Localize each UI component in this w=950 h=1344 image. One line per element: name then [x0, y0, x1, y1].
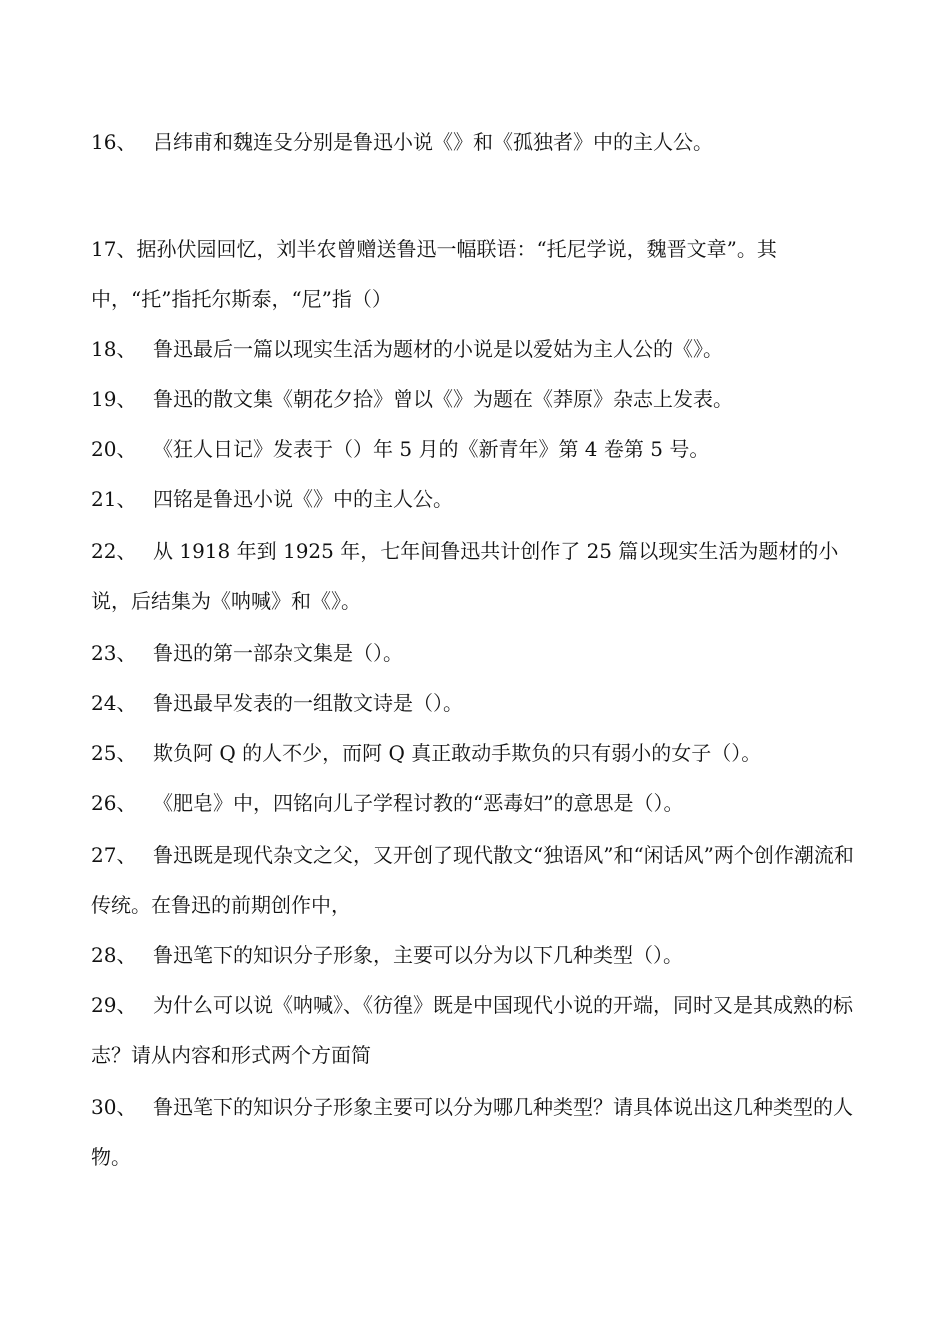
question-25: [91, 728, 856, 778]
question-text: 鲁迅最早发表的一组散文诗是（）。: [153, 691, 463, 715]
question-text: 欺负阿 Q 的人不少，而阿 Q 真正敢动手欺负的只有弱小的女子（）。: [153, 741, 762, 765]
question-number: 24、: [91, 691, 137, 715]
question-number: 21、: [91, 487, 137, 511]
question-20: [91, 424, 856, 474]
question-number: 28、: [91, 943, 137, 967]
question-number: 25、: [91, 741, 137, 765]
question-text: 从 1918 年到 1925 年，七年间鲁迅共计创作了 25 篇以现实生活为题材的小说，后结集为《呐喊》和《》。: [91, 539, 839, 613]
question-number: 16、: [91, 130, 137, 154]
question-27: [91, 830, 856, 930]
question-number: 30、: [91, 1095, 137, 1119]
question-number: 23、: [91, 641, 137, 665]
question-24: [91, 678, 856, 728]
question-number: 19、: [91, 387, 137, 411]
question-26: [91, 778, 856, 828]
question-28: [91, 930, 856, 980]
question-18: [91, 324, 856, 374]
question-23: [91, 628, 856, 678]
question-text: 鲁迅的散文集《朝花夕拾》曾以《》为题在《莽原》杂志上发表。: [153, 387, 733, 411]
question-text: 为什么可以说《呐喊》、《彷徨》既是中国现代小说的开端，同时又是其成熟的标志？请从内容和形式两个方面简: [91, 993, 853, 1067]
question-19: [91, 374, 856, 424]
question-21: [91, 474, 856, 524]
question-text: 四铭是鲁迅小说《》中的主人公。: [153, 487, 453, 511]
question-text: 鲁迅笔下的知识分子形象，主要可以分为以下几种类型（）。: [153, 943, 683, 967]
question-number: 29、: [91, 993, 137, 1017]
question-text: 鲁迅既是现代杂文之父，又开创了现代散文“独语风”和“闲话风”两个创作潮流和传统。在鲁迅的前期创作中，: [91, 843, 854, 917]
question-number: 20、: [91, 437, 137, 461]
question-16: [91, 117, 856, 167]
question-text: 据孙伏园回忆，刘半农曾赠送鲁迅一幅联语：“托尼学说，魏晋文章”。其中，“托”指托尔斯泰，“尼”指（）: [91, 237, 777, 311]
question-text: 吕纬甫和魏连殳分别是鲁迅小说《》和《孤独者》中的主人公。: [153, 130, 713, 154]
question-17: [91, 224, 856, 324]
question-number: 22、: [91, 539, 137, 563]
question-29: [91, 980, 856, 1080]
question-number: 26、: [91, 791, 137, 815]
question-30: [91, 1082, 856, 1182]
question-text: 《狂人日记》发表于（）年 5 月的《新青年》第 4 卷第 5 号。: [153, 437, 710, 461]
question-text: 《肥皂》中，四铭向儿子学程讨教的“恶毒妇”的意思是（）。: [153, 791, 684, 815]
question-number: 18、: [91, 337, 137, 361]
question-number: 27、: [91, 843, 137, 867]
question-text: 鲁迅笔下的知识分子形象主要可以分为哪几种类型？请具体说出这几种类型的人物。: [91, 1095, 853, 1169]
question-text: 鲁迅最后一篇以现实生活为题材的小说是以爱姑为主人公的《》。: [153, 337, 723, 361]
question-number: 17、: [91, 237, 137, 261]
question-text: 鲁迅的第一部杂文集是（）。: [153, 641, 403, 665]
question-22: [91, 526, 856, 626]
